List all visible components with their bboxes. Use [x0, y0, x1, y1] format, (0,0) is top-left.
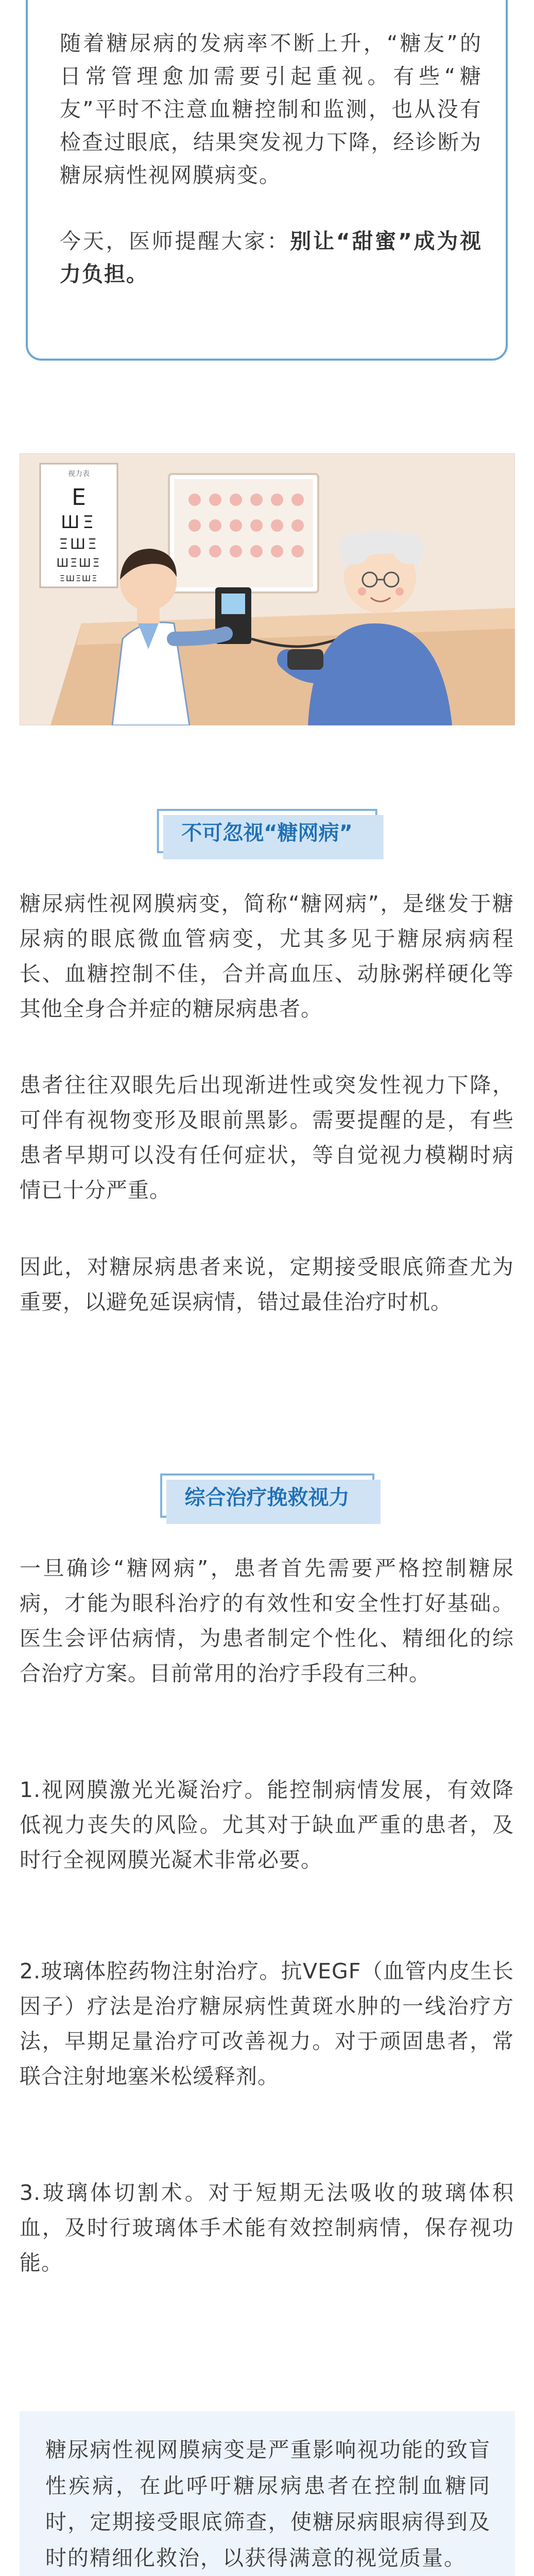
section-2-paragraph-2: 1.视网膜激光光凝治疗。能控制病情发展，有效降低视力丧失的风险。尤其对于缺血严重的患者，及时行全视网膜光凝术非常必要。: [20, 1777, 514, 1872]
section-1-heading: 不可忽视“糖网病”: [157, 809, 377, 853]
eye-chart-caption: 视力表: [68, 470, 90, 478]
intro-paragraph-1: 随着糖尿病的发病率不断上升，“糖友”的日常管理愈加需要引起重视。有些“糖友”平时不注意血糖控制和监测，也从没有检查过眼底，结果突发视力下降，经诊断为糖尿病性视网膜病变。: [60, 31, 482, 188]
section-1-paragraph-3: 因此，对糖尿病患者来说，定期接受眼底筛查尤为重要，以避免延误病情，错过最佳治疗时机。: [20, 1255, 514, 1314]
section-2-paragraph-4: 3.玻璃体切割术。对于短期无法吸收的玻璃体积血，及时行玻璃体手术能有效控制病情，保存视功能。: [20, 2180, 514, 2275]
intro-box: [26, 0, 508, 361]
intro-paragraph-2: [60, 225, 482, 291]
closing-text: 糖尿病性视网膜病变是严重影响视功能的致盲性疾病，在此呼吁糖尿病患者在控制血糖同时，定期接受眼底筛查，使糖尿病眼病得到及时的精细化救治，以获得满意的视觉质量。: [45, 2437, 491, 2570]
intro-text: [60, 27, 482, 291]
svg-text:E: E: [72, 484, 86, 511]
svg-text:ШΞ: ШΞ: [61, 512, 97, 533]
section-1-heading-wrap: [0, 809, 534, 871]
closing-box: [20, 2411, 515, 2576]
section-2-paragraph-1: 一旦确诊“糖网病”，患者首先需要严格控制糖尿病，才能为眼科治疗的有效性和安全性打好基础。医生会评估病情，为患者制定个性化、精细化的综合治疗方案。目前常用的治疗手段有三种。: [20, 1556, 514, 1686]
section-2-heading-wrap: [0, 1473, 534, 1535]
svg-text:ΞШΞ: ΞШΞ: [59, 535, 99, 552]
section-1-paragraph-1: 糖尿病性视网膜病变，简称“糖网病”，是继发于糖尿病的眼底微血管病变，尤其多见于糖尿病病程长、血糖控制不佳，合并高血压、动脉粥样硬化等其他全身合并症的糖尿病患者。: [20, 891, 514, 1021]
section-2-heading: 综合治疗挽救视力: [160, 1473, 374, 1518]
intro-paragraph-2-emphasis: 别让“甜蜜”成为视力负担。: [60, 229, 482, 286]
svg-text:ΞШΞШΞ: ΞШΞШΞ: [59, 573, 98, 583]
doctor-patient-illustration: [20, 453, 515, 725]
section-1-paragraph-2: 患者往往双眼先后出现渐进性或突发性视力下降，可伴有视物变形及眼前黑影。需要提醒的是，有些患者早期可以没有任何症状，等自觉视力模糊时病情已十分严重。: [20, 1073, 514, 1202]
eye-chart-icon: [40, 464, 117, 587]
section-2-paragraph-3: 2.玻璃体腔药物注射治疗。抗VEGF（血管内皮生长因子）疗法是治疗糖尿病性黄斑水肿的一线治疗方法，早期足量治疗可改善视力。对于顽固患者，常联合注射地塞米松缓释剂。: [20, 1959, 514, 2089]
intro-paragraph-2-lead: 今天，医师提醒大家：: [60, 229, 290, 253]
svg-text:ШΞШΞ: ШΞШΞ: [56, 557, 101, 570]
